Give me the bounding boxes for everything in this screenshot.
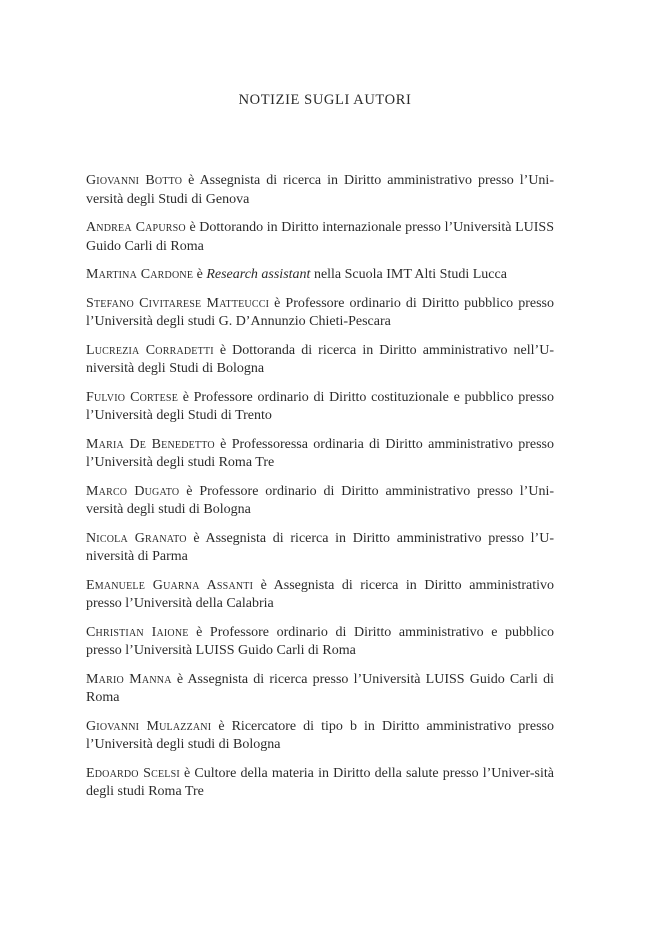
- author-entry-dugato: [86, 483, 554, 520]
- author-name: Edoardo Scelsi: [86, 765, 180, 781]
- author-name: Giovanni Botto: [86, 173, 183, 188]
- author-name: Giovanni Mulazzani: [86, 718, 212, 734]
- author-description: è Assegnista di ricerca in Diritto amministrativo presso l’Uni-versità degli Studi di Genova: [86, 173, 554, 207]
- author-entry-cardone: [86, 266, 554, 285]
- author-entry-mulazzani: [86, 718, 554, 755]
- author-description: è Assegnista di ricerca in Diritto amministrativo presso l’U-niversità di Parma: [86, 530, 554, 564]
- author-entry-cortese: [86, 389, 554, 426]
- author-entry-capurso: [86, 219, 554, 256]
- author-entry-civitarese-matteucci: [86, 295, 554, 332]
- author-name: Mario Manna: [86, 671, 172, 687]
- author-entry-granato: [86, 530, 554, 567]
- author-entry-botto: [86, 172, 554, 209]
- author-description: è Professore ordinario di Diritto costituzionale e pubblico presso l’Università degli Studi di Trento: [86, 389, 554, 423]
- author-name: Andrea Capurso: [86, 220, 186, 235]
- author-entry-guarna-assanti: [86, 577, 554, 614]
- author-description: è Professore ordinario di Diritto pubblico presso l’Università degli studi G. D’Annunzio Chieti-Pescara: [86, 295, 554, 329]
- page-title: NOTIZIE SUGLI AUTORI: [238, 92, 412, 108]
- author-name: Lucrezia Corradetti: [86, 342, 214, 358]
- author-name: Fulvio Cortese: [86, 389, 178, 405]
- author-description: è Assegnista di ricerca in Diritto amministrativo presso l’Università della Calabria: [86, 577, 554, 611]
- author-description: è Assegnista di ricerca presso l’Università LUISS Guido Carli di Roma: [86, 671, 554, 705]
- author-entry-de-benedetto: [86, 436, 554, 473]
- author-description: è Dottoranda di ricerca in Diritto amministrativo nell’U-niversità degli Studi di Bologna: [86, 342, 554, 376]
- authors-list: [86, 172, 554, 812]
- author-description: è: [193, 267, 207, 282]
- author-description: è Professore ordinario di Diritto amministrativo e pubblico presso l’Università LUISS Guido Carli di Roma: [86, 624, 554, 658]
- author-name: Marco Dugato: [86, 483, 180, 499]
- author-name: Stefano Civitarese Matteucci: [86, 295, 270, 311]
- author-description: è Professore ordinario di Diritto amministrativo presso l’Uni-versità degli studi di Bologna: [86, 483, 554, 517]
- author-entry-iaione: [86, 624, 554, 661]
- author-description: è Ricercatore di tipo b in Diritto amministrativo presso l’Università degli studi di Bologna: [86, 718, 554, 752]
- author-name: Christian Iaione: [86, 624, 189, 640]
- author-role-italic: Research assistant: [206, 267, 311, 282]
- author-description-end: nella Scuola IMT Alti Studi Lucca: [310, 267, 507, 282]
- author-description: è Dottorando in Diritto internazionale presso l’Università LUISS Guido Carli di Roma: [86, 220, 554, 254]
- author-name: Nicola Granato: [86, 530, 187, 546]
- author-description: è Cultore della materia in Diritto della salute presso l’Univer-sità degli studi Roma Tre: [86, 765, 554, 799]
- author-entry-manna: [86, 671, 554, 708]
- author-entry-corradetti: [86, 342, 554, 379]
- author-description: è Professoressa ordinaria di Diritto amministrativo presso l’Università degli studi Roma Tre: [86, 436, 554, 470]
- author-name: Maria De Benedetto: [86, 436, 215, 452]
- author-entry-scelsi: [86, 765, 554, 802]
- author-name: Martina Cardone: [86, 267, 194, 282]
- author-name: Emanuele Guarna Assanti: [86, 577, 254, 593]
